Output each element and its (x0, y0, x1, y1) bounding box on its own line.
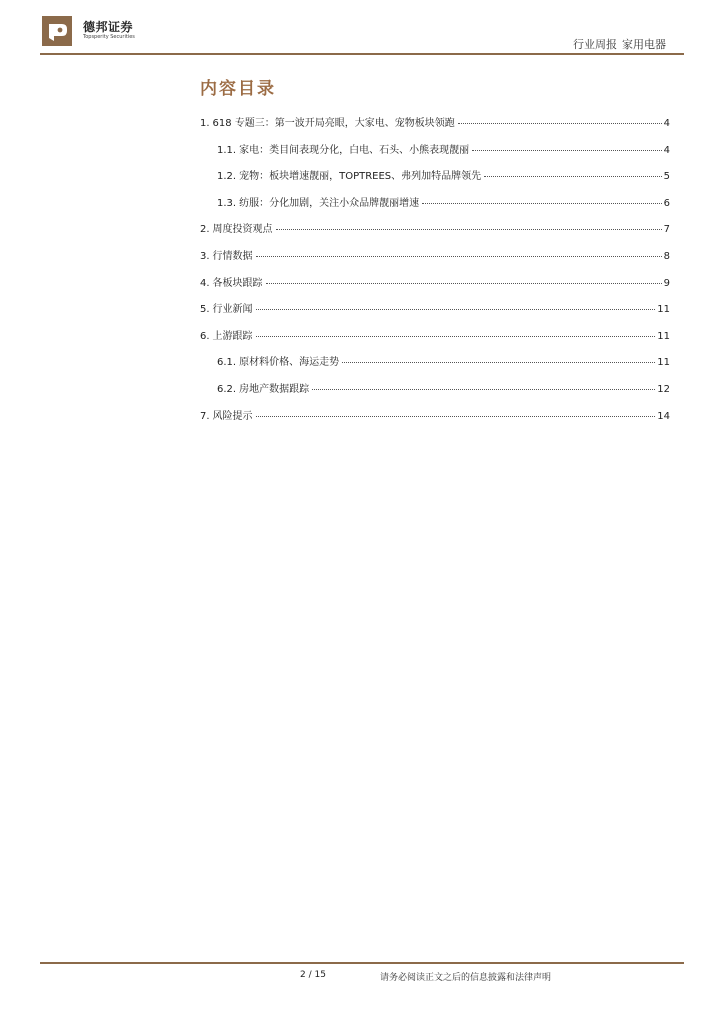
toc-entry[interactable] (200, 300, 670, 327)
toc-entry-title: 家电：类目间表现分化，白电、石头、小熊表现靓丽 (239, 144, 470, 156)
toc-entry-title: 上游跟踪 (212, 330, 253, 342)
toc-dot-leader (276, 229, 662, 230)
toc-entry-title: 房地产数据跟踪 (239, 383, 310, 395)
toc-dot-leader (458, 123, 662, 124)
toc-entry-page: 7 (663, 224, 670, 236)
toc-dot-leader (422, 203, 662, 204)
toc-dot-leader (312, 389, 655, 390)
toc-entry[interactable] (200, 407, 670, 434)
toc-entry-title: 各板块跟踪 (212, 277, 263, 289)
toc-entry-number: 3. (200, 250, 210, 262)
toc-entry[interactable] (200, 274, 670, 301)
toc-entry[interactable] (200, 220, 670, 247)
report-category (573, 36, 666, 52)
page-indicator: 2 / 15 (300, 970, 326, 980)
toc-entry-number: 1.3. (217, 197, 237, 209)
toc-entry-number: 1.2. (217, 171, 237, 183)
header-divider (40, 53, 684, 55)
toc-entry-number: 4. (200, 277, 210, 289)
toc-entry-title: 周度投资观点 (212, 224, 273, 236)
toc-entry-page: 11 (657, 357, 670, 369)
toc-entry-page: 4 (663, 144, 670, 156)
toc-entry-title: 原材料价格、海运走势 (239, 357, 340, 369)
toc-entry-page: 11 (657, 304, 670, 316)
toc-entry-page: 6 (663, 197, 670, 209)
toc-entry[interactable] (200, 327, 670, 354)
toc-title: 内容目录 (200, 79, 276, 99)
footer-divider (40, 962, 684, 964)
toc-entry-title: 风险提示 (212, 410, 253, 422)
toc-entry-number: 1.1. (217, 144, 237, 156)
table-of-contents (200, 114, 670, 433)
toc-entry-title: 纺服：分化加剧，关注小众品牌靓丽增速 (239, 197, 420, 209)
toc-entry-title: 行业新闻 (212, 304, 253, 316)
toc-dot-leader (266, 283, 662, 284)
toc-entry-number: 6.1. (217, 357, 237, 369)
company-name: 德邦证券 (83, 20, 134, 34)
toc-entry[interactable] (200, 194, 670, 221)
toc-entry-title: 行情数据 (212, 250, 253, 262)
report-type: 行业周报 (573, 38, 617, 51)
toc-entry-title: 宠物：板块增速靓丽，TOPTREES、弗列加特品牌领先 (239, 171, 482, 183)
toc-entry-page: 9 (663, 277, 670, 289)
toc-entry-page: 5 (663, 171, 670, 183)
toc-entry-page: 14 (657, 410, 670, 422)
toc-dot-leader (256, 256, 662, 257)
toc-entry-page: 12 (657, 383, 670, 395)
toc-entry[interactable] (200, 114, 670, 141)
toc-entry-title: 618 专题三：第一波开局亮眼，大家电、宠物板块领跑 (212, 118, 455, 129)
company-logo (40, 14, 140, 48)
toc-dot-leader (342, 362, 655, 363)
toc-entry-page: 4 (663, 118, 670, 129)
company-logo-icon (40, 14, 76, 48)
toc-entry[interactable] (200, 353, 670, 380)
company-english-name: Topsperity Securities (83, 34, 135, 40)
toc-entry-number: 2. (200, 224, 210, 236)
toc-entry[interactable] (200, 247, 670, 274)
industry-name: 家用电器 (622, 38, 666, 51)
toc-entry-number: 6. (200, 330, 210, 342)
toc-dot-leader (484, 176, 661, 177)
toc-entry-number: 1. (200, 118, 210, 129)
toc-dot-leader (472, 150, 662, 151)
toc-entry-number: 7. (200, 410, 210, 422)
toc-entry-number: 6.2. (217, 383, 237, 395)
toc-dot-leader (256, 336, 656, 337)
toc-dot-leader (256, 309, 656, 310)
toc-entry[interactable] (200, 141, 670, 168)
toc-entry[interactable] (200, 380, 670, 407)
toc-entry-number: 5. (200, 304, 210, 316)
disclaimer-note: 请务必阅读正文之后的信息披露和法律声明 (380, 973, 552, 983)
toc-dot-leader (256, 416, 656, 417)
toc-entry-page: 8 (663, 250, 670, 262)
toc-entry-page: 11 (657, 330, 670, 342)
toc-entry[interactable] (200, 167, 670, 194)
